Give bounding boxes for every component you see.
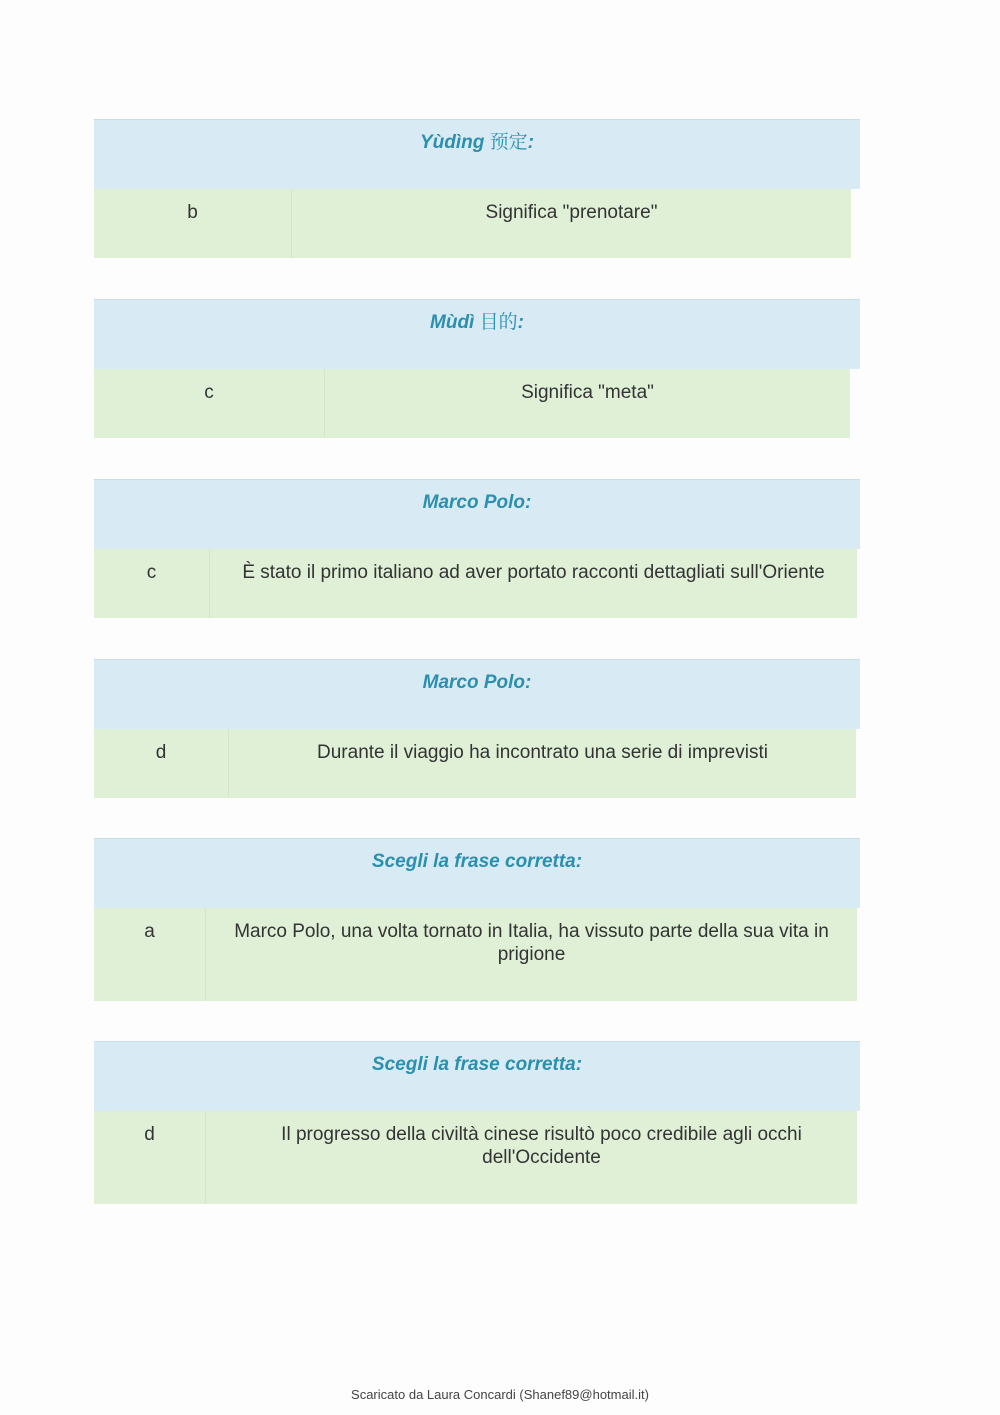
question-text: Marco Polo: [422, 492, 532, 513]
question-text: Marco Polo: [422, 672, 532, 693]
quiz-item-5 [94, 838, 860, 1001]
question-suffix: : [527, 132, 534, 153]
answer-letter: c [94, 369, 325, 438]
download-footer: Scaricato da Laura Concardi (Shanef89@hotmail.it) [351, 1387, 649, 1402]
answer-letter: c [94, 549, 210, 618]
quiz-item-2 [94, 299, 860, 438]
answer-text: Marco Polo, una volta tornato in Italia, ha vissuto parte della sua vita in prigione [234, 921, 829, 965]
answer-text: Il progresso della civiltà cinese risultò poco credibile agli occhi dell'Occidente [281, 1124, 802, 1168]
quiz-item-3 [94, 479, 860, 618]
question-text: Mùdì [430, 312, 475, 333]
quiz-item-6 [94, 1041, 860, 1204]
answer-letter: d [94, 1111, 206, 1204]
question-header [94, 119, 860, 189]
answer-letter: b [94, 189, 292, 258]
question-text: Scegli la frase corretta: [371, 1054, 583, 1075]
answer-text: Significa "prenotare" [485, 202, 658, 223]
answer-letter: d [94, 729, 229, 798]
answer-row [94, 908, 857, 1001]
question-header [94, 659, 860, 729]
answer-row [94, 369, 850, 438]
quiz-item-4 [94, 659, 860, 798]
question-suffix: : [517, 312, 524, 333]
question-header [94, 1041, 860, 1111]
question-header [94, 299, 860, 369]
answer-text: È stato il primo italiano ad aver portato racconti dettagliati sull'Oriente [242, 562, 825, 583]
answer-row [94, 729, 856, 798]
question-text: Yùdìng [419, 132, 485, 153]
question-cjk: 预定 [489, 132, 528, 153]
quiz-item-1 [94, 119, 860, 258]
question-text: Scegli la frase corretta: [371, 851, 583, 872]
question-header [94, 479, 860, 549]
question-header [94, 838, 860, 908]
answer-row [94, 189, 851, 258]
question-cjk: 目的 [479, 312, 518, 333]
answer-text: Durante il viaggio ha incontrato una serie di imprevisti [317, 742, 768, 763]
answer-letter: a [94, 908, 206, 1001]
answer-text: Significa "meta" [521, 382, 654, 403]
answer-row [94, 1111, 857, 1204]
answer-row [94, 549, 857, 618]
